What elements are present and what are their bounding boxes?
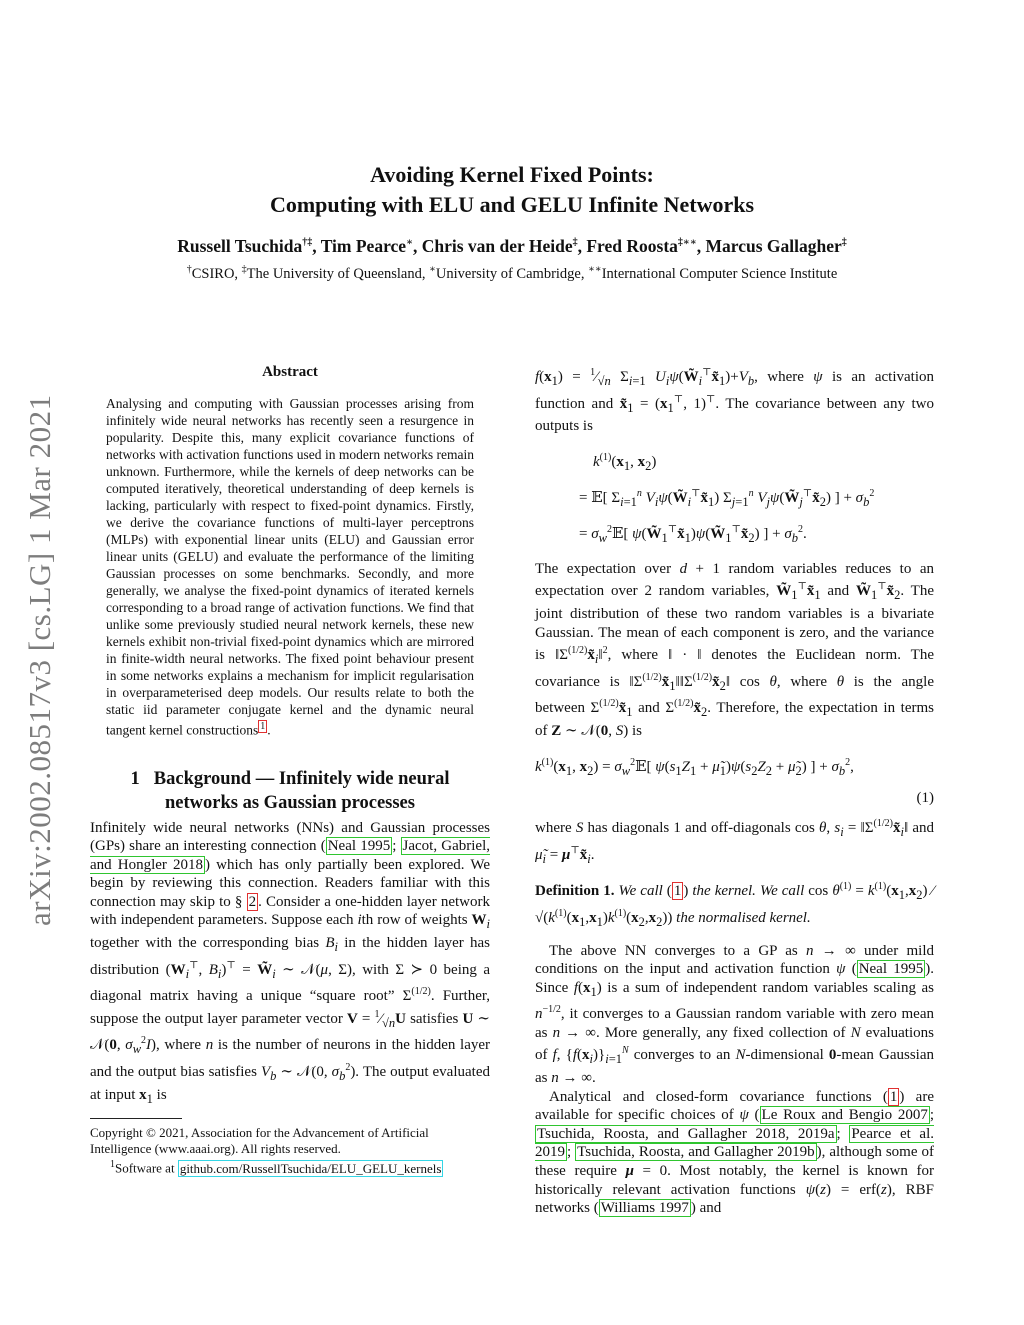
affiliation-list <box>100 264 924 283</box>
author-name: Tim Pearce <box>320 236 407 256</box>
footnotes <box>90 1125 490 1176</box>
software-footnote <box>90 1157 490 1176</box>
citation-link[interactable]: Williams 1997 <box>600 1200 689 1217</box>
affil-name: University of Cambridge, <box>435 265 585 282</box>
abstract-end: . <box>267 722 271 738</box>
affil-mark: ∗ <box>429 264 436 275</box>
author-mark: ‡∗∗ <box>677 237 697 249</box>
equation-ref-link[interactable]: 1 <box>673 883 682 900</box>
author-name: Fred Roosta <box>586 236 678 256</box>
paragraph: where S has diagonals 1 and off-diagonals cos θ, $s_i$ = $‖\Sigma^{(1/2)}x̃_i‖$ and $\mũ_i$ = $\mu^⊤x̃_i$. <box>535 818 935 866</box>
equation-ref-link[interactable]: 1 <box>889 1088 898 1105</box>
definition-text-b: the kernel. We call <box>692 883 805 900</box>
github-link[interactable]: github.com/RussellTsuchida/ELU_GELU_kernels <box>179 1160 442 1176</box>
author-mark: ∗ <box>406 237 413 249</box>
author-list: Russell Tsuchida†‡, Tim Pearce∗, Chris van der Heide‡, Fred Roosta‡∗∗, Marcus Gallagher‡ <box>177 236 847 256</box>
affil-mark: ‡ <box>241 264 247 275</box>
paragraph: $f(x_1)$ = $^1⁄_{√n}$ $\Sigma_{i=1}$ $U_i\psi(W̃_i^⊤x̃_1)+V_b$, where ψ is an activation function and $x̃_1 = (x_1^⊤$, 1)⊤. The covariance between any two outputs is <box>535 367 934 435</box>
abstract-heading: Abstract <box>262 364 318 380</box>
citation-link[interactable]: Jacot, Gabriel, and Hongler 2018 <box>90 838 490 873</box>
citation-link[interactable]: Tsuchida, Roosta, and Gallagher 2018, 2019a <box>537 1125 835 1142</box>
right-body <box>535 364 934 1218</box>
citation-link[interactable]: Tsuchida, Roosta, and Gallagher 2019b <box>577 1144 815 1161</box>
citation-link[interactable]: Pearce et al. 2019 <box>535 1125 934 1161</box>
definition-text-a: We call <box>618 883 663 900</box>
copyright-notice: Copyright © 2021, Association for the Advancement of Artificial Intelligence (www.aaai.org). All rights reserved. <box>90 1125 429 1157</box>
affil-mark: † <box>186 264 192 275</box>
citation-link[interactable]: Neal 1995 <box>858 961 924 978</box>
paragraph: The expectation over d + 1 random variables reduces to an expectation over 2 random variables, $W̃_1^⊤x̃_1$ and $W̃_1^⊤x̃_2$. The joint distribution of these two random variables is a bivariate Gaussian. The mean of each component is zero, and the variance is $‖\Sigma^{(1/2)}x̃_i‖^2$, where ‖ · ‖ denotes the Euclidean norm. The covariance is $‖\Sigma^{(1/2)}x̃_1‖‖\Sigma^{(1/2)}x̃_2‖$ cos θ, where θ is the angle between $\Sigma^{(1/2)}x̃_1$ and $\Sigma^{(1/2)}x̃_2$. Therefore, the expectation in terms of Z ∼ 𝒩(0, S) is <box>535 560 934 739</box>
affil-name: International Computer Science Institute <box>601 265 838 282</box>
paragraph: The above NN converges to a GP as n → ∞ under mild conditions on the input and activation function ψ ( Neal 1995 ). Since $f(x_1)$ is a sum of independent random variables scaling as $n^{-1/2}$, it converges to a Gaussian random variable with zero mean as n → ∞. More generally, any fixed collection of N evaluations of f, $\{f(x_i)\}_{i=1}^N$ converges to an N-dimensional 0-mean Gaussian as n → ∞. <box>535 942 934 1087</box>
definition: Definition 1. We call ( 1 ) the kernel. We call $\cos \theta^{(1)} = k^{(1)}(x_1,x_2)$ ⁄ $√(k^{(1)}(x_1,x_1)k^{(1)}(x_2,x_2))$ the normalised kernel. <box>535 881 934 929</box>
paper-title <box>150 160 874 220</box>
paragraph: Analytical and closed-form covariance functions ( 1 ) are available for specific choices of ψ ( Le Roux and Bengio 2007 ; Tsuchida, Roosta, and Gallagher 2018, 2019a ; Pearce et al. 2019 ; Tsuchida, Roosta, and Gallagher 2019b ), although some of these require μ = 0. Most notably, the kernel is known for historically relevant activation functions ψ(z) = erf(z), RBF networks ( Williams 1997 ) and <box>535 1088 935 1217</box>
author-name: Russell Tsuchida <box>177 236 303 256</box>
kernel-equation: $k^{(1)}(x_1$, $x_2$) = $\sigma_w^2𝔼$[ $\psi(s_1Z_1$ + $\mũ_1)\psi(s_2Z_2$ + $\mũ_2$) ] + $\sigma_b^2$, <box>535 756 854 778</box>
section-title-line-2: networks as Gaussian processes <box>165 792 415 813</box>
abstract-body: Analysing and computing with Gaussian processes arising from infinitely wide neural networks has recently seen a resurgence in popularity. Despite this, many explicit covariance functions of networks with activation functions used in modern networks remain unknown. Furthermore, while the kernels of deep networks can be computed iteratively, theoretical understanding of deep kernels is lacking, particularly with respect to fixed-point dynamics. Firstly, we derive the covariance functions of multi-layer perceptrons (MLPs) with exponential linear units (ELU) and Gaussian error linear units (GELU) and evaluate the performance of the limiting Gaussian processes on some benchmarks. Secondly, and more generally, we analyse the fixed-point dynamics of iterated kernels corresponding to a broad range of activation functions. We find that unlike some previously studied neural network kernels, these new kernels exhibit non-trivial fixed-point dynamics which are mirrored in finite-width neural networks. The fixed point behaviour present in some networks explains a mechanism for implicit regularisation in overparameterised deep models. Our results relate to both the static iid parameter conjugate kernel and the dynamic neural tangent kernel constructions <box>106 396 474 738</box>
definition-text-c: the normalised kernel. <box>676 909 811 926</box>
left-column <box>90 364 490 1177</box>
author-mark: †‡ <box>302 237 313 249</box>
equation-number: (1) <box>916 789 934 806</box>
author-mark: ‡ <box>572 237 578 249</box>
section-title-line-1: Background — Infinitely wide neural <box>153 768 450 789</box>
definition-label: Definition 1. <box>535 883 615 900</box>
affil-mark: ∗∗ <box>588 264 602 275</box>
section-ref-link[interactable]: 2 <box>248 893 257 910</box>
footnote-ref-link[interactable]: 1 <box>260 721 266 732</box>
author-mark: ‡ <box>841 237 847 249</box>
author-name: Marcus Gallagher <box>705 236 842 256</box>
covariance-equation: $k^{(1)}(x_1$, $x_2$) = 𝔼[ $\Sigma_{i=1}^n$ $V_i\psi(W̃_i^⊤x̃_1)$ $\Sigma_{j=1}^n$ $V_j\psi(W̃_j^⊤x̃_2)$ ] + $\sigma_b^2$ = $\sigma_w^2𝔼$[ $\psi(W̃_1^⊤x̃_1)\psi(W̃_1^⊤x̃_2)$ ] + $\sigma_b^2$. <box>579 451 875 545</box>
affil-name: The University of Queensland, <box>246 265 426 282</box>
section-number: 1 <box>130 768 140 789</box>
footnote-mark: 1 <box>110 1159 115 1171</box>
citation-link[interactable]: Neal 1995 <box>327 838 391 855</box>
paragraph: Infinitely wide neural networks (NNs) and Gaussian processes (GPs) share an interesting connection ( Neal 1995 ; Jacot, Gabriel, and Hongler 2018 ) which has only partially been explored. We begin by reviewing this connection. Readers familiar with this connection may skip to § 2 . Consider a one-hidden layer network with independent parameters. Suppose each ith row of weights $W_i$ together with the corresponding bias $B_i$ in the hidden layer has distribution ($W_i^⊤$, $B_i)^⊤$ = $W̃_i$ ∼ 𝒩(μ, Σ), with Σ ≻ 0 being a diagonal matrix having a unique “square root” $\Sigma^{(1/2)}$. Further, suppose the output layer parameter vector $V = ^1⁄_{√n}U$ satisfies U ∼ 𝒩(0, $\sigma_w^2I$), where n is the number of neurons in the hidden layer and the output bias satisfies $V_b$ ∼ 𝒩(0, $\sigma_b^2$). The output evaluated at input $x_1$ is <box>90 819 491 1106</box>
section-body <box>90 819 490 1109</box>
citation-link[interactable]: Le Roux and Bengio 2007 <box>761 1107 928 1124</box>
author-name: Chris van der Heide <box>421 236 573 256</box>
footnote-divider <box>90 1118 182 1119</box>
section-heading <box>90 767 490 815</box>
title-line-1: Avoiding Kernel Fixed Points: <box>370 162 654 187</box>
footnote-text: Software at <box>115 1160 178 1176</box>
affil-name: CSIRO, <box>191 265 239 282</box>
arxiv-identifier: arXiv:2002.08517v3 [cs.LG] 1 Mar 2021 <box>22 394 57 926</box>
right-column <box>535 364 934 1218</box>
abstract-text <box>106 395 474 739</box>
title-line-2: Computing with ELU and GELU Infinite Networks <box>269 192 755 217</box>
